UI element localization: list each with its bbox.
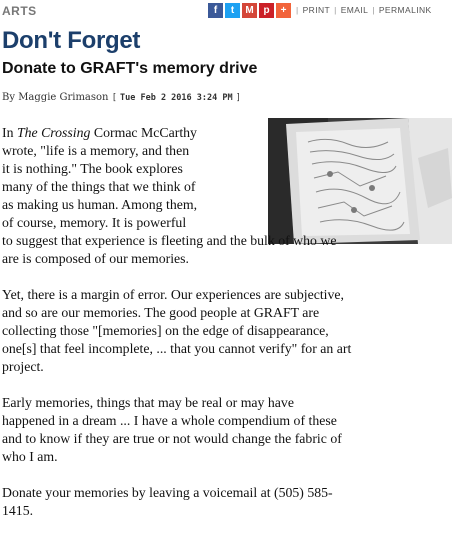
text-line: 1415. xyxy=(2,503,34,518)
facebook-icon[interactable]: f xyxy=(208,3,223,18)
text-line: Early memories, things that may be real or may have xyxy=(2,395,294,410)
text: In xyxy=(2,125,17,140)
text-line: happened in a dream ... I have a whole compendium of these xyxy=(2,413,337,428)
pinterest-icon[interactable]: p xyxy=(259,3,274,18)
twitter-icon[interactable]: t xyxy=(225,3,240,18)
text-line: and so are our memories. The good people at GRAFT are xyxy=(2,305,320,320)
text-line: many of the things that we think of xyxy=(2,179,196,194)
share-buttons xyxy=(208,3,291,18)
paragraph xyxy=(2,124,452,268)
author-name[interactable]: Maggie Grimason xyxy=(18,92,109,103)
paragraph xyxy=(2,394,452,466)
toolbar-links xyxy=(296,5,432,15)
book-title: The Crossing xyxy=(16,125,91,140)
text-line: to suggest that experience is fleeting and the bulk of who we xyxy=(2,233,337,248)
separator: | xyxy=(372,5,375,15)
article-subtitle: Donate to GRAFT's memory drive xyxy=(2,60,258,77)
text-line: project. xyxy=(2,359,44,374)
text-line: of course, memory. It is powerful xyxy=(2,215,187,230)
text-line: as making us human. Among them, xyxy=(2,197,198,212)
separator: | xyxy=(334,5,337,15)
text: Cormac McCarthy xyxy=(90,125,197,140)
byline-prefix: By xyxy=(2,92,15,103)
permalink-link[interactable]: PERMALINK xyxy=(378,5,432,15)
text-line: it is nothing." The book explores xyxy=(2,161,183,176)
text-line: Yet, there is a margin of error. Our experiences are subjective, xyxy=(2,287,344,302)
text-line: collecting those "[memories] on the edge of disappearance, xyxy=(2,323,329,338)
article-toolbar xyxy=(0,0,456,26)
text-line: and to know if they are true or not would change the fabric of xyxy=(2,431,342,446)
byline xyxy=(2,92,241,103)
separator: | xyxy=(296,5,299,15)
print-link[interactable]: PRINT xyxy=(302,5,331,15)
paragraph xyxy=(2,484,452,520)
text-line: are is composed of our memories. xyxy=(2,251,189,266)
date-bracket-close: ] xyxy=(235,93,241,103)
email-share-icon[interactable]: M xyxy=(242,3,257,18)
date-bracket-open: [ xyxy=(111,93,117,103)
text-line: Donate your memories by leaving a voicemail at (505) 585- xyxy=(2,485,333,500)
text-line xyxy=(2,124,452,142)
text-line: wrote, "life is a memory, and then xyxy=(2,143,190,158)
paragraph xyxy=(2,286,452,376)
article-body xyxy=(2,124,452,538)
more-share-icon[interactable]: + xyxy=(276,3,291,18)
section-label[interactable]: ARTS xyxy=(2,4,37,18)
publish-date: Tue Feb 2 2016 3:24 PM xyxy=(120,93,233,103)
text-line: one[s] that feel incomplete, ... that you cannot verify" for an art xyxy=(2,341,352,356)
email-link[interactable]: EMAIL xyxy=(340,5,369,15)
article-title: Don't Forget xyxy=(2,27,141,54)
text-line: who I am. xyxy=(2,449,58,464)
